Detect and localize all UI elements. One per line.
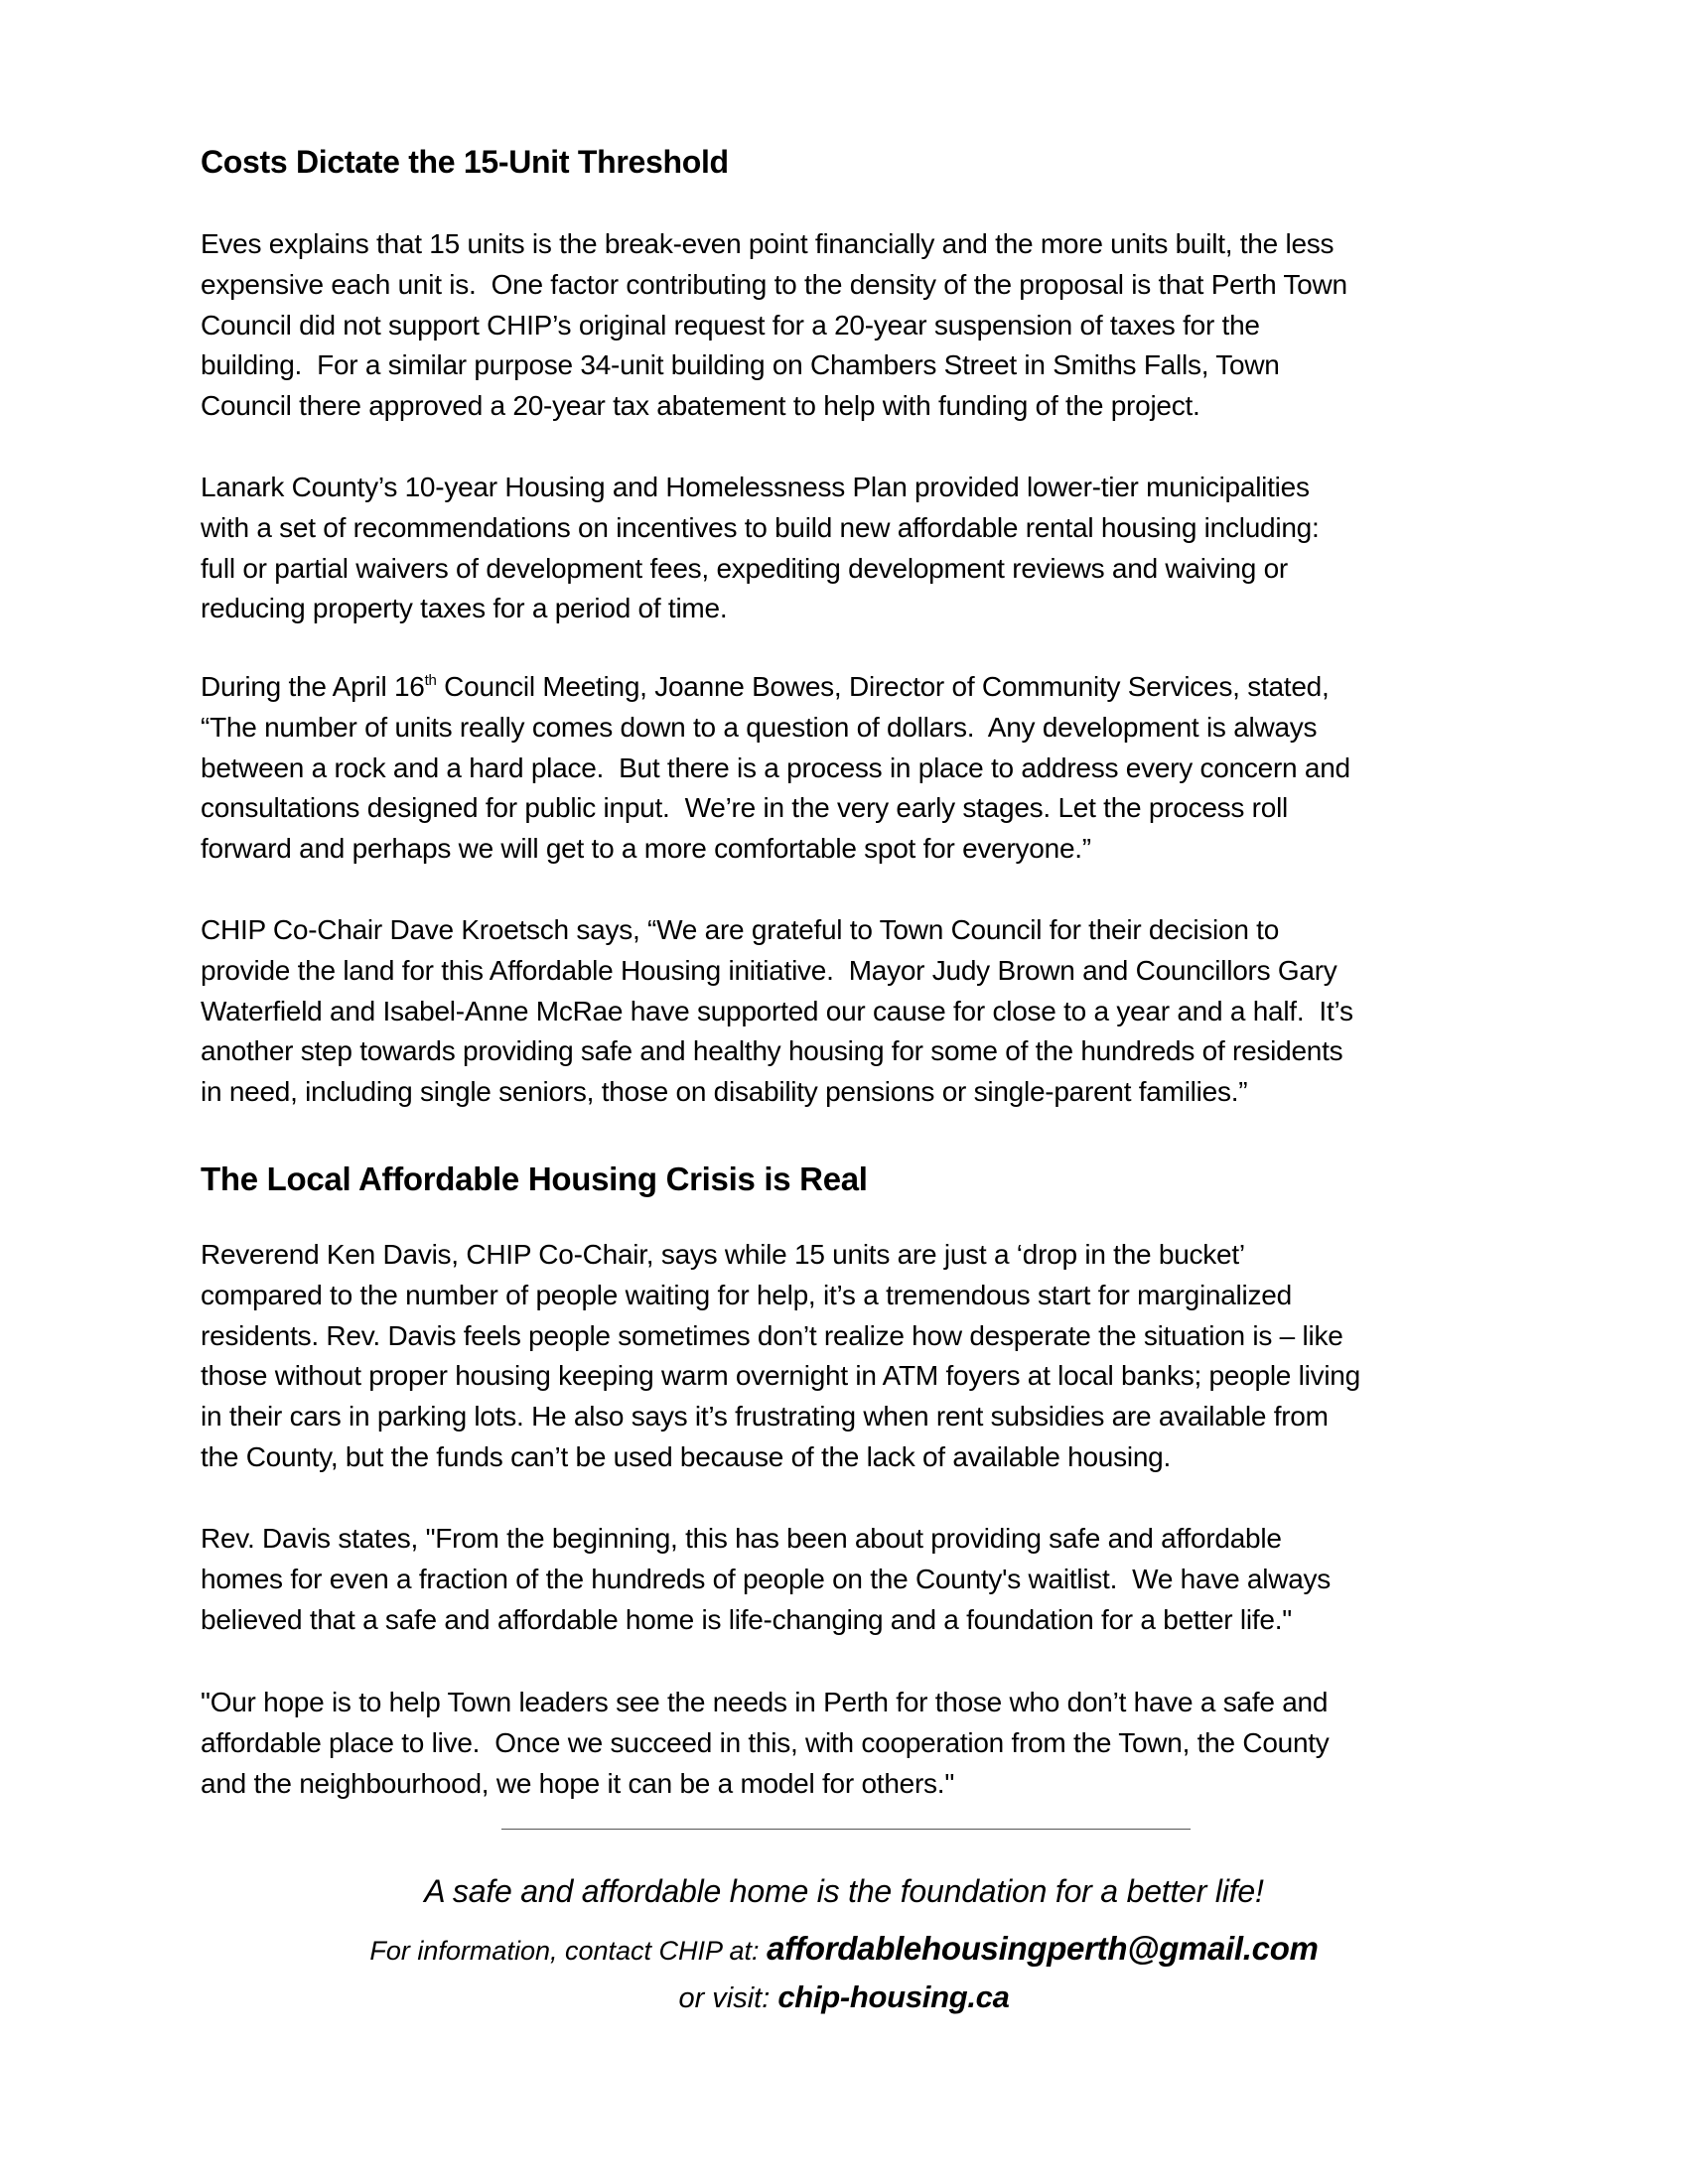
text-line: believed that a safe and affordable home is life-changing and a foundation for a better life." [201,1603,1292,1635]
text-line: residents. Rev. Davis feels people sometimes don’t realize how desperate the situation is – like [201,1319,1343,1351]
text-line: compared to the number of people waiting for help, it’s a tremendous start for marginalized [201,1279,1292,1310]
paragraph-davis-statement [201,1519,1331,1640]
text-line: CHIP Co-Chair Dave Kroetsch says, “We are grateful to Town Council for their decision to [201,914,1280,945]
text-line: another step towards providing safe and healthy housing for some of the hundreds of residents [201,1035,1343,1067]
text-line: those without proper housing keeping warm overnight in ATM foyers at local banks; people living [201,1360,1360,1392]
footer-contact [0,1929,1688,1971]
paragraph-davis-situation [201,1235,1360,1478]
text-line: Reverend Ken Davis, CHIP Co-Chair, says while 15 units are just a ‘drop in the bucket’ [201,1239,1245,1270]
text-line: with a set of recommendations on incentives to build new affordable rental housing including: [201,511,1320,543]
text-line: full or partial waivers of development fees, expediting development reviews and waiving or [201,552,1288,584]
text-line: expensive each unit is. One factor contributing to the density of the proposal is that Perth Town [201,268,1347,300]
text-line: and the neighbourhood, we hope it can be a model for others." [201,1767,955,1799]
text-line: forward and perhaps we will get to a more comfortable spot for everyone.” [201,833,1091,865]
text-line: Waterfield and Isabel-Anne McRae have supported our cause for close to a year and a half. It’s [201,995,1353,1026]
text-line: Rev. Davis states, "From the beginning, this has been about providing safe and affordable [201,1523,1282,1554]
website-link[interactable]: chip-housing.ca [777,1979,1010,2014]
text-line: reducing property taxes for a period of time. [201,593,728,624]
section-heading-crisis: The Local Affordable Housing Crisis is Real [201,1160,868,1197]
paragraph-kroetsch-quote [201,910,1353,1113]
text-line: building. For a similar purpose 34-unit building on Chambers Street in Smiths Falls, Town [201,349,1280,381]
text-line: the County, but the funds can’t be used because of the lack of available housing. [201,1440,1172,1472]
text-fragment: During the April 16 [201,671,425,702]
divider-rule [501,1829,1191,1830]
ordinal-suffix: th [424,672,437,689]
contact-label: For information, contact CHIP at: [369,1936,768,1966]
text-line: consultations designed for public input. We’re in the very early stages. Let the process roll [201,792,1289,824]
paragraph-costs-threshold [201,224,1347,427]
paragraph-council-meeting [201,667,1350,870]
text-line: "Our hope is to help Town leaders see the needs in Perth for those who don’t have a safe and [201,1687,1329,1717]
paragraph-lanark-plan [201,468,1320,629]
text-line: homes for even a fraction of the hundreds of people on the County's waitlist. We have always [201,1563,1332,1594]
text-line: between a rock and a hard place. But there is a process in place to address every concern and [201,751,1350,783]
footer-tagline: A safe and affordable home is the foundation for a better life! [424,1873,1264,1909]
text-line: Eves explains that 15 units is the break-even point financially and the more units built, the less [201,228,1335,259]
text-line: Council there approved a 20-year tax abatement to help with funding of the project. [201,390,1200,422]
section-heading-costs: Costs Dictate the 15-Unit Threshold [201,144,729,180]
paragraph-our-hope [201,1683,1330,1804]
text-line: “The number of units really comes down to a question of dollars. Any development is always [201,711,1318,743]
visit-label: or visit: [678,1982,778,2014]
footer-visit [0,1978,1688,2018]
text-line: affordable place to live. Once we succeed in this, with cooperation from the Town, the County [201,1726,1330,1758]
contact-email-link[interactable]: affordablehousingperth@gmail.com [767,1930,1319,1967]
text-line: in their cars in parking lots. He also says it’s frustrating when rent subsidies are available from [201,1401,1329,1433]
text-line: Council did not support CHIP’s original request for a 20-year suspension of taxes for the [201,309,1260,341]
text-line: in need, including single seniors, those on disability pensions or single-parent families.” [201,1076,1248,1108]
text-line: Lanark County’s 10-year Housing and Homelessness Plan provided lower-tier municipalities [201,472,1310,502]
text-fragment: Council Meeting, Joanne Bowes, Director of Community Services, stated, [436,671,1330,702]
text-line [201,667,1350,708]
text-line: provide the land for this Affordable Housing initiative. Mayor Judy Brown and Councillors Gary [201,954,1337,986]
